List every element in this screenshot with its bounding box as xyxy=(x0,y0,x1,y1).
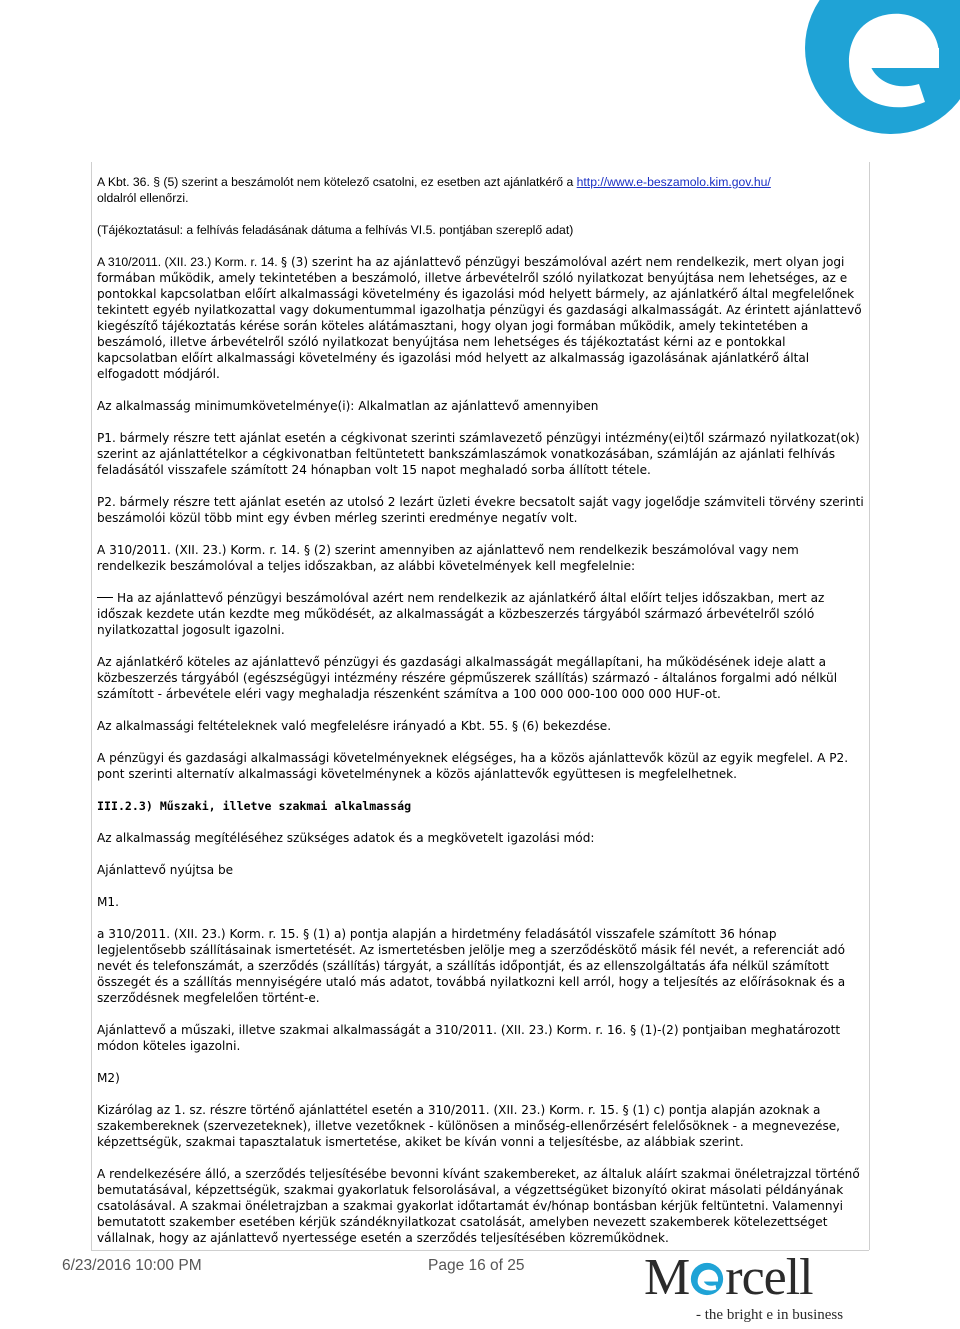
paragraph-dash-item xyxy=(97,590,867,638)
paragraph-15-1a: a 310/2011. (XII. 23.) Korm. r. 15. § (1) a) pontja alapján a hirdetmény feladásától visszafele számított 36 hónap legjelentősebb szállításainak ismertetését. Az ismertetésben jelölje meg a szerződéskötő másik fél nevét, a referenciát adó nevét és telefonszámát, a szerződés (szállítás) tárgyát, a szállítás időpontját, és az ellenszolgáltatás áfa nélkül számított összegét és a szállítás mennyiségére utaló más adatot, továbbá nyilatkozni kell arról, hogy a teljesítés az előírásoknak és a szerződésnek megfelelően történt-e. xyxy=(97,927,846,1005)
paragraph-14-3 xyxy=(97,254,867,382)
brand-wordmark xyxy=(644,1250,813,1306)
paragraph-text: § (3) szerint ha az ajánlattevő pénzügyi beszámolóval azért nem rendelkezik, mert olyan jogi formában működik, amely tekintetében a beszámoló, illetve árbevételről szóló nyilatkozat benyújtása nem lehetséges, az e pontokkal kapcsolatban előírt alkalmassági követelmény és igazolási mód helyett bármely, az ajánlatkérő által megfelelőnek tekintett egyéb nyilatkozattal vagy dokumentummal igazolhatja pénzügyi és gazdasági alkalmasságát. Az érintett ajánlattevő kiegészítő tájékoztatás kérése során köteles alátámasztani, hogy olyan jogi formában működik, amely tekintetében a beszámoló, illetve árbevételről szóló nyilatkozat benyújtása nem lehetséges és tájékoztatást kérni az e pontokkal kapcsolatban előírt alkalmassági követelmény és igazolási mód helyett az alkalmasság igazolásának ajánlatkérő által elfogadott módjáról. xyxy=(97,255,862,381)
paragraph-p1: P1. bármely részre tett ajánlat esetén a cégkivonat szerinti számlavezető pénzügyi intézmény(ei)től származó nyilatkozat(ok) szerint az ajánlattételkor a cégkivonatban feltüntetett bankszámlaszámok vonatkozásában, számláján az ajánlati felhívás feladásától visszafele számított 24 hónapban volt 15 napot meghaladó sorba állított tétele. xyxy=(97,431,860,477)
dash-bullet xyxy=(97,597,113,598)
paragraph-m2: M2) xyxy=(97,1071,120,1085)
footer-datetime: 6/23/2016 10:00 PM xyxy=(62,1257,202,1274)
paragraph-text: oldalról ellenőrzi. xyxy=(97,191,189,205)
paragraph-experts: A rendelkezésére álló, a szerződés teljesítésébe bevonni kívánt szakembereket, az általuk aláírt szakmai önéletrajzzal történő bemutatásával, képzettségük, szakmai gyakorlatuk felsorolásával, a végzettségüket bizonyító okirat másolati példányának csatolásával. A szakmai önéletrajzban a szakmai gyakorlat időtartamát év/hónap bontásban kérjük feltüntetni. Valamennyi bemutatott szakember esetében kérjük szándéknyilatkozat csatolását, amelyben nevezett szakemberek kötelezettséget vállalnak, hogy az ajánlattevő nyertessége esetén a szerződés teljesítésében közreműködnek. xyxy=(97,1167,860,1245)
document-body xyxy=(97,174,867,1246)
paragraph-threshold: Az ajánlatkérő köteles az ajánlattevő pénzügyi és gazdasági alkalmasságát megállapítani, ha működésének ideje alatt a közbeszerzés tárgyából (egészségügyi intézmény részére gépműszerek szállítás) származó - általános forgalmi adó nélkül számított - árbevétele eléri vagy meghaladja részenként számítva a 100 000 000-100 000 000 HUF-ot. xyxy=(97,655,838,701)
paragraph-submit: Ajánlattevő nyújtsa be xyxy=(97,863,234,877)
brand-slogan: - the bright e in business xyxy=(696,1307,844,1323)
paragraph-p2: P2. bármely részre tett ajánlat esetén az utolsó 2 lezárt üzleti évekre becsatolt saját vagy jogelődje számviteli törvény szerinti beszámolói közül több mint egy évben mérleg szerinti eredménye negatív volt. xyxy=(97,495,864,525)
paragraph-lead: A 310/2011. (XII. 23.) Korm. r. 14. xyxy=(97,255,282,269)
section-heading: III.2.3) Műszaki, illetve szakmai alkalmasság xyxy=(97,799,412,813)
paragraph-note: (Tájékoztatásul: a felhívás feladásának dátuma a felhívás VI.5. pontjában szereplő adat) xyxy=(97,223,574,237)
paragraph-15-1c: Kizárólag az 1. sz. részre történő ajánlattétel esetén a 310/2011. (XII. 23.) Korm. r. 15. § (1) c) pontja alapján azoknak a szakembereknek (szervezeteknek), illetve vezetőknek - különösen a minőség-ellenőrzésért felelősöknek - a megnevezése, képzettségük, szakmai tapasztalatuk ismertetése, akiket be kíván vonni a teljesítésbe, az alábbiak szerint. xyxy=(97,1103,841,1149)
paragraph-14-2: A 310/2011. (XII. 23.) Korm. r. 14. § (2) szerint amennyiben az ajánlattevő nem rendelkezik beszámolóval vagy nem rendelkezik beszámolóval a teljes időszakban, az alábbi követelmények kell megfelelnie: xyxy=(97,543,799,573)
brand-e-icon xyxy=(751,0,960,152)
paragraph-minimum: Az alkalmasság minimumkövetelménye(i): Alkalmatlan az ajánlattevő amennyiben xyxy=(97,399,599,413)
brand-letters: rcell xyxy=(725,1249,813,1306)
paragraph-text: A Kbt. 36. § (5) szerint a beszámolót nem kötelező csatolni, ez esetben azt ajánlatkérő a xyxy=(97,175,577,189)
paragraph-joint: A pénzügyi és gazdasági alkalmassági követelményeknek elégséges, ha a közös ajánlattevők közül az egyik megfelel. A P2. pont szerinti alternatív alkalmassági követelménynek a közös ajánlattevők együttesen is megfelelhetnek. xyxy=(97,751,849,781)
e-beszamolo-link[interactable]: http://www.e-beszamolo.kim.gov.hu/ xyxy=(576,175,771,189)
paragraph-data-required: Az alkalmasság megítéléséhez szükséges adatok és a megkövetelt igazolási mód: xyxy=(97,831,595,845)
marcell-logo xyxy=(644,1249,854,1324)
paragraph-m1: M1. xyxy=(97,895,119,909)
brand-e-icon xyxy=(690,1262,724,1296)
footer-page-number: Page 16 of 25 xyxy=(428,1257,525,1274)
paragraph-text: Ha az ajánlattevő pénzügyi beszámolóval azért nem rendelkezik az ajánlatkérő által előírt teljes időszakban, mert az időszak kezdete után kezdte meg működését, az alkalmasságát a közbeszerzés tárgyából származó árbevételről szóló nyilatkozattal jogosult igazolni. xyxy=(97,591,825,637)
paragraph-16: Ajánlattevő a műszaki, illetve szakmai alkalmasságát a 310/2011. (XII. 23.) Korm. r. 16. § (1)-(2) pontjaiban meghatározott módon köteles igazolni. xyxy=(97,1023,841,1053)
brand-letter: M xyxy=(644,1249,690,1306)
paragraph-kbt55: Az alkalmassági feltételeknek való megfelelésre irányadó a Kbt. 55. § (6) bekezdése. xyxy=(97,719,612,733)
paragraph-beszamolo xyxy=(97,174,867,206)
